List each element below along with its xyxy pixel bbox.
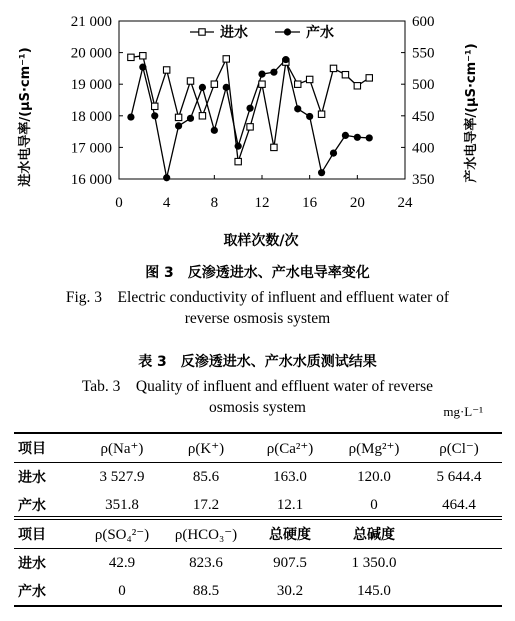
data-point-square: [366, 75, 372, 81]
series-line-2: [131, 60, 369, 178]
data-point-circle: [354, 134, 361, 141]
x-tick-label: 4: [162, 195, 171, 211]
data-point-square: [259, 81, 265, 87]
table-header-cell: 总硬度: [248, 520, 332, 549]
data-point-circle: [187, 115, 194, 122]
data-point-square: [306, 76, 312, 82]
data-point-circle: [235, 143, 242, 150]
table-cell: 163.0: [273, 468, 307, 485]
data-point-square: [152, 103, 158, 109]
legend-label-2: 产水: [306, 25, 334, 41]
table-cell: 5 644.4: [436, 468, 482, 485]
table-row: [14, 577, 502, 606]
table-header-cell: ρ(Na⁺): [80, 433, 164, 463]
table-header-cell: ρ(HCO₃⁻): [164, 520, 248, 549]
table-cell: 12.1: [276, 496, 304, 513]
table-cell: 进水: [18, 556, 46, 572]
data-point-square: [295, 81, 301, 87]
y-axis-left-label: 进水电导率/(μS·cm⁻¹): [18, 47, 33, 187]
table-caption-en-line1: Tab. 3 Quality of influent and effluent water of reverse: [81, 378, 434, 395]
data-point-circle: [139, 64, 146, 71]
table-cell: 88.5: [192, 582, 220, 599]
x-tick-label: 20: [349, 195, 365, 211]
table-header-cell: ρ(Mg²⁺): [332, 433, 416, 463]
table-separator-rule: [14, 516, 502, 517]
data-point-circle: [270, 69, 277, 76]
legend-marker-circle: [284, 28, 291, 35]
water-quality-table-1: [14, 432, 502, 520]
data-point-circle: [199, 84, 206, 91]
data-point-circle: [163, 174, 170, 181]
y-left-tick-label: 21 000: [70, 14, 112, 30]
table-header-cell: 项目: [14, 433, 80, 463]
data-point-circle: [330, 149, 337, 156]
table-cell: 0: [118, 582, 126, 599]
data-point-circle: [258, 70, 265, 77]
data-point-circle: [294, 105, 301, 112]
table-cell: 145.0: [357, 582, 391, 599]
data-point-square: [163, 67, 169, 73]
table-header-cell: 项目: [14, 520, 80, 549]
figure-caption-en-line1: Fig. 3 Electric conductivity of influent and effluent water of: [65, 289, 450, 306]
data-point-square: [330, 65, 336, 71]
data-point-square: [128, 54, 134, 60]
y-right-tick-label: 600: [412, 14, 435, 30]
table-header-cell: 总碱度: [332, 520, 416, 549]
data-point-circle: [246, 105, 253, 112]
table-cell: [416, 577, 502, 606]
y-right-tick-label: 550: [412, 45, 435, 62]
table-cell: 907.5: [273, 554, 307, 571]
data-point-circle: [127, 113, 134, 120]
x-tick-label: 12: [254, 195, 270, 211]
table-cell: 0: [370, 496, 378, 513]
data-point-circle: [223, 84, 230, 91]
table-cell: 3 527.9: [99, 468, 145, 485]
table-cell: 464.4: [442, 496, 476, 513]
y-axis-right-label: 产水电导率/(μS·cm⁻¹): [464, 43, 479, 183]
table-cell: 85.6: [192, 468, 220, 485]
y-right-tick-label: 350: [412, 172, 435, 188]
y-left-tick-label: 19 000: [70, 77, 112, 94]
y-left-tick-label: 20 000: [70, 45, 112, 62]
data-point-square: [235, 158, 241, 164]
data-point-circle: [211, 127, 218, 134]
table-cell: 产水: [18, 498, 46, 514]
legend-label-1: 进水: [220, 25, 248, 41]
table-cell: 1 350.0: [351, 554, 397, 571]
table-cell: 17.2: [192, 496, 220, 513]
y-left-tick-label: 17 000: [70, 140, 112, 157]
data-point-square: [354, 83, 360, 89]
x-axis-label: 取样次数/次: [223, 233, 299, 249]
y-right-tick-label: 450: [412, 108, 435, 125]
data-point-square: [342, 72, 348, 78]
data-point-square: [223, 56, 229, 62]
table-header-cell: [416, 520, 502, 549]
chart-legend: [190, 24, 334, 41]
data-point-circle: [306, 113, 313, 120]
table-row: [14, 549, 502, 578]
figure-caption-cn: 图 3 反渗透进水、产水电导率变化: [145, 265, 370, 281]
table-header-cell: ρ(Cl⁻): [416, 433, 502, 463]
table-caption-cn: 表 3 反渗透进水、产水水质测试结果: [138, 354, 377, 370]
table-header-cell: ρ(Ca²⁺): [248, 433, 332, 463]
y-right-tick-label: 400: [412, 140, 435, 157]
chart-ticks: [71, 14, 435, 211]
water-quality-table-2: [14, 519, 502, 607]
legend-marker-square: [199, 29, 205, 35]
y-left-tick-label: 16 000: [70, 172, 112, 188]
x-tick-label: 16: [302, 195, 318, 211]
table-cell: 进水: [18, 470, 46, 486]
table-caption-en-line2: osmosis system: [209, 399, 306, 416]
data-point-square: [175, 114, 181, 120]
table-row: [14, 463, 502, 492]
data-point-square: [211, 81, 217, 87]
table-unit: mg·L⁻¹: [443, 404, 483, 419]
data-point-circle: [318, 169, 325, 176]
figure-caption-en-line2: reverse osmosis system: [184, 310, 331, 327]
data-point-square: [187, 78, 193, 84]
table-cell: 42.9: [108, 554, 136, 571]
data-point-square: [199, 113, 205, 119]
table-cell: 30.2: [276, 582, 304, 599]
table-header-row: [14, 433, 502, 463]
data-point-circle: [151, 112, 158, 119]
data-point-square: [271, 144, 277, 150]
data-point-square: [140, 53, 146, 59]
table-cell: 823.6: [189, 554, 223, 571]
data-point-square: [318, 111, 324, 117]
data-point-square: [247, 124, 253, 130]
table-cell: 351.8: [105, 496, 139, 513]
conductivity-chart: [0, 0, 515, 250]
table-cell: 120.0: [357, 468, 391, 485]
data-point-circle: [342, 132, 349, 139]
x-tick-label: 8: [210, 195, 219, 211]
chart-series-lines: [131, 56, 369, 178]
data-point-circle: [175, 122, 182, 129]
x-tick-label: 0: [115, 195, 123, 211]
table-header-row: [14, 520, 502, 549]
x-tick-label: 24: [397, 195, 413, 211]
data-point-circle: [366, 134, 373, 141]
y-right-tick-label: 500: [412, 77, 435, 94]
table-cell: [416, 549, 502, 578]
data-point-circle: [282, 56, 289, 63]
table-cell: 产水: [18, 584, 46, 600]
table-header-cell: ρ(K⁺): [164, 433, 248, 463]
y-left-tick-label: 18 000: [70, 108, 112, 125]
table-header-cell: ρ(SO₄²⁻): [80, 520, 164, 549]
